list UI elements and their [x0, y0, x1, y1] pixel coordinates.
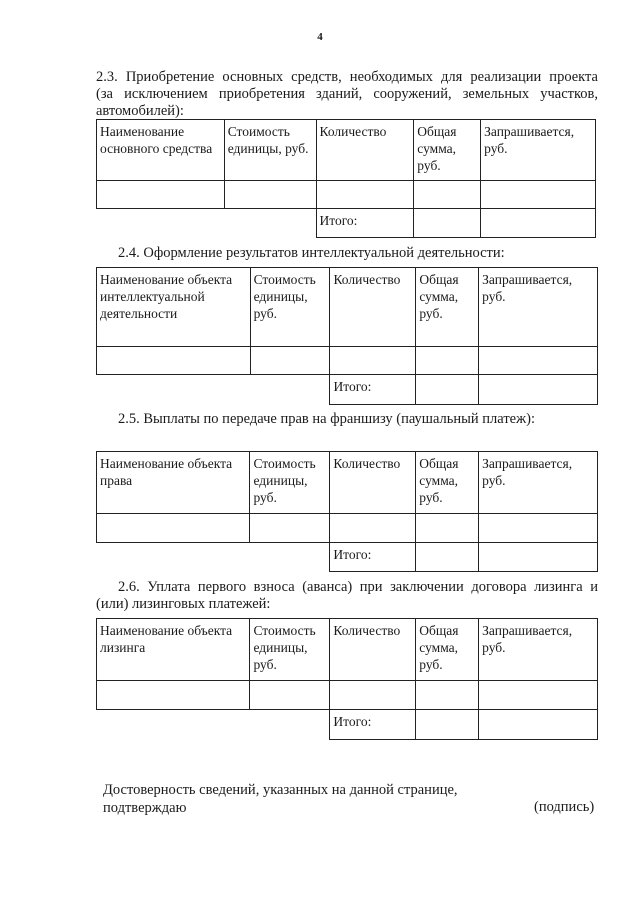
cell-requested[interactable] — [481, 181, 596, 209]
cell-quantity[interactable] — [330, 681, 416, 710]
leasing-table — [96, 618, 598, 740]
header-name: Наименование объекта интеллектуальной деятельности — [97, 268, 251, 347]
total-label: Итого: — [330, 375, 416, 405]
cell-name[interactable] — [97, 681, 250, 710]
cell-name[interactable] — [97, 181, 225, 209]
header-cost: Стоимость единицы, руб. — [224, 120, 316, 181]
cell-requested[interactable] — [479, 681, 598, 710]
cell-total[interactable] — [416, 681, 479, 710]
header-total: Общая сумма, руб. — [416, 268, 479, 347]
total-sum-cell[interactable] — [414, 209, 481, 238]
franchise-table — [96, 451, 598, 572]
cell-cost[interactable] — [250, 681, 330, 710]
section-2-3-heading — [96, 69, 598, 120]
confirmation-text — [103, 781, 458, 817]
cell-quantity[interactable] — [330, 347, 416, 375]
total-sum-cell[interactable] — [416, 375, 479, 405]
header-name: Наименование объекта права — [97, 452, 250, 514]
total-label: Итого: — [330, 543, 416, 572]
total-requested-cell[interactable] — [481, 209, 596, 238]
section-2-3-line2: (за исключением приобретения зданий, сооружений, земельных участков, — [96, 86, 598, 102]
section-2-5-heading: 2.5. Выплаты по передаче прав на франшизу (паушальный платеж): — [118, 411, 535, 427]
cell-cost[interactable] — [224, 181, 316, 209]
header-cost: Стоимость единицы, руб. — [250, 268, 330, 347]
confirmation-line1: Достоверность сведений, указанных на данной странице, — [103, 782, 458, 798]
cell-total[interactable] — [414, 181, 481, 209]
section-2-3-line3: автомобилей): — [96, 103, 184, 119]
header-name: Наименование объекта лизинга — [97, 619, 250, 681]
header-requested: Запрашивается, руб. — [479, 619, 598, 681]
header-total: Общая сумма, руб. — [416, 452, 479, 514]
header-cost: Стоимость единицы, руб. — [250, 619, 330, 681]
cell-cost[interactable] — [250, 514, 330, 543]
total-sum-cell[interactable] — [416, 710, 479, 740]
cell-quantity[interactable] — [316, 181, 414, 209]
header-requested: Запрашивается, руб. — [479, 268, 598, 347]
header-name: Наименование основного средства — [97, 120, 225, 181]
signature-label: (подпись) — [534, 799, 595, 815]
fixed-assets-table — [96, 119, 596, 238]
cell-quantity[interactable] — [330, 514, 416, 543]
cell-total[interactable] — [416, 514, 479, 543]
section-2-6-heading-line1 — [118, 579, 598, 596]
total-requested-cell[interactable] — [479, 375, 598, 405]
header-quantity: Количество — [330, 452, 416, 514]
section-2-4-heading: 2.4. Оформление результатов интеллектуальной деятельности: — [118, 245, 505, 261]
cell-total[interactable] — [416, 347, 479, 375]
header-quantity: Количество — [316, 120, 414, 181]
confirmation-line2: подтверждаю — [103, 800, 187, 816]
section-2-6-line2: (или) лизинговых платежей: — [96, 596, 271, 612]
total-requested-cell[interactable] — [479, 710, 598, 740]
header-total: Общая сумма, руб. — [416, 619, 479, 681]
header-quantity: Количество — [330, 268, 416, 347]
total-requested-cell[interactable] — [479, 543, 598, 572]
header-total: Общая сумма, руб. — [414, 120, 481, 181]
header-requested: Запрашивается, руб. — [479, 452, 598, 514]
header-quantity: Количество — [330, 619, 416, 681]
header-requested: Запрашивается, руб. — [481, 120, 596, 181]
cell-requested[interactable] — [479, 514, 598, 543]
section-2-6-line1: 2.6. Уплата первого взноса (аванса) при заключении договора лизинга и — [118, 579, 598, 595]
cell-requested[interactable] — [479, 347, 598, 375]
cell-name[interactable] — [97, 347, 251, 375]
cell-cost[interactable] — [250, 347, 330, 375]
section-2-3-line1: 2.3. Приобретение основных средств, необходимых для реализации проекта — [96, 69, 598, 85]
header-cost: Стоимость единицы, руб. — [250, 452, 330, 514]
total-label: Итого: — [330, 710, 416, 740]
page-number: 4 — [317, 31, 323, 43]
total-label: Итого: — [316, 209, 414, 238]
intellectual-property-table — [96, 267, 598, 405]
cell-name[interactable] — [97, 514, 250, 543]
total-sum-cell[interactable] — [416, 543, 479, 572]
